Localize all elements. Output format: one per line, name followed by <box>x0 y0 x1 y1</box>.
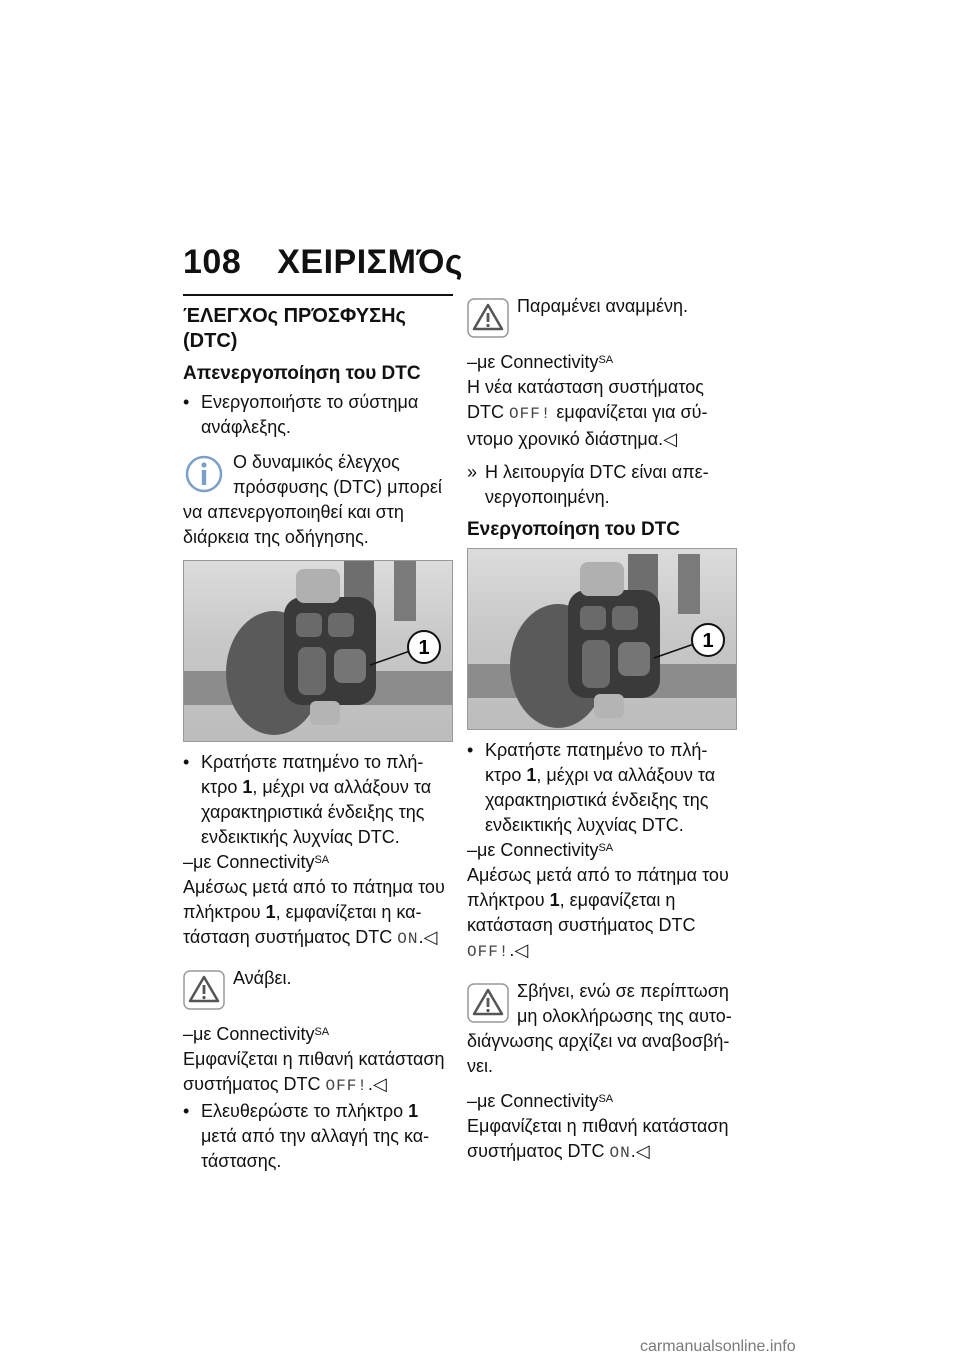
page-number: 108 <box>183 243 242 281</box>
handlebar-switch-illustration <box>184 561 452 741</box>
info-note-text: Ο δυναμικός έλεγχος πρόσφυσης (DTC) μπορεί να απενεργοποιηθεί και στη διάρκεια της οδήγησης. <box>183 452 442 547</box>
warning-note-off <box>467 979 739 1079</box>
subtitle-activate: Ενεργοποίηση του DTC <box>467 519 680 540</box>
section-rule <box>183 294 453 296</box>
info-icon <box>183 454 225 494</box>
connectivity-condition: –με Connectivity$^{SA}$ <box>467 840 614 860</box>
info-note <box>183 450 453 550</box>
right-column <box>467 294 739 1166</box>
step-release-key: • Ελευθερώστε το πλήκτρο 1 μετά από την αλλαγή της κα-τάστασης. <box>183 1099 453 1174</box>
step-hold-key: • Κρατήστε πατημένο το πλή-κτρο 1, μέχρι να αλλάξουν τα χαρακτηριστικά ένδειξης της ενδεικτικής λυχνίας DTC. <box>183 750 453 850</box>
connectivity-condition: –με Connectivity$^{SA}$ <box>467 1091 614 1111</box>
handlebar-switch-figure <box>183 560 453 742</box>
step-hold-key: • Κρατήστε πατημένο το πλή-κτρο 1, μέχρι να αλλάξουν τα χαρακτηριστικά ένδειξης της ενδεικτικής λυχνίας DTC. <box>467 738 739 838</box>
callout-number: 1 <box>418 637 430 659</box>
step-ignition: • Ενεργοποιήστε το σύστημα ανάφλεξης. <box>183 390 453 440</box>
result-deactivated: » Η λειτουργία DTC είναι απε-νεργοποιημένη. <box>467 462 709 507</box>
status-off-text: Εμφανίζεται η πιθανή κατάσταση συστήματος DTC OFF!.◁ <box>183 1049 445 1095</box>
connectivity-condition: –με Connectivity$^{SA}$ <box>183 852 330 872</box>
left-column <box>183 294 453 1174</box>
section-title: ΈΛΕΓΧΟς ΠΡΌΣΦΥΣΗς (DTC) <box>183 305 406 352</box>
warning-note-text: Ανάβει. <box>233 968 292 988</box>
warning-note-text: Παραμένει αναμμένη. <box>517 296 689 316</box>
warning-light-icon <box>183 970 225 1010</box>
warning-note-on <box>183 966 453 1012</box>
subtitle-deactivate: Απενεργοποίηση του DTC <box>183 363 421 384</box>
warning-light-icon <box>467 983 509 1023</box>
page-header <box>183 243 463 282</box>
connectivity-condition: –με Connectivity$^{SA}$ <box>183 1024 330 1044</box>
status-on-text: Αμέσως μετά από το πάτημα του πλήκτρου 1, εμφανίζεται η κα-τάσταση συστήματος DTC ON.◁ <box>183 877 445 948</box>
chapter-title: ΧΕΙΡΙΣΜΌς <box>277 243 464 281</box>
watermark: carmanualsonline.info <box>640 1338 796 1355</box>
warning-light-icon <box>467 298 509 338</box>
callout-number: 1 <box>702 630 714 652</box>
warning-note-text: Σβήνει, ενώ σε περίπτωση μη ολοκλήρωσης της αυτο-διάγνωσης αρχίζει να αναβοσβή-νει. <box>467 981 732 1076</box>
status-off-text: Αμέσως μετά από το πάτημα του πλήκτρου 1, εμφανίζεται η κατάσταση συστήματος DTC OFF!.◁ <box>467 865 729 961</box>
handlebar-switch-illustration <box>468 549 736 730</box>
status-off-brief-text: Η νέα κατάσταση συστήματος DTC OFF! εμφανίζεται για σύ-ντομο χρονικό διάστημα.◁ <box>467 377 708 449</box>
handlebar-switch-figure <box>467 548 737 730</box>
status-on-text: Εμφανίζεται η πιθανή κατάσταση συστήματος DTC ON.◁ <box>467 1116 729 1162</box>
connectivity-condition: –με Connectivity$^{SA}$ <box>467 352 614 372</box>
warning-note-remains <box>467 294 739 340</box>
